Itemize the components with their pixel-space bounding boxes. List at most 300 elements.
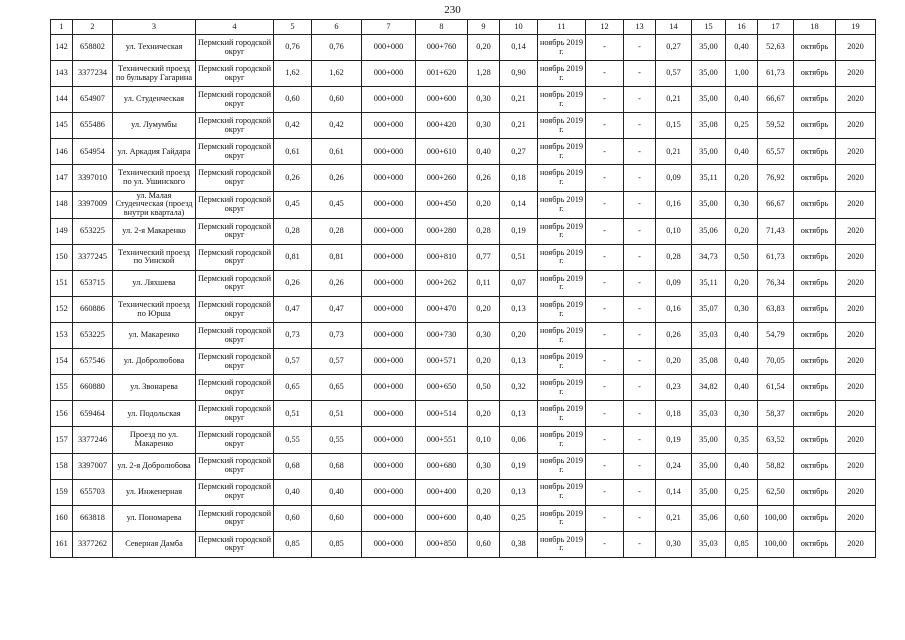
table-cell: 0,14	[656, 479, 692, 505]
table-cell: 35,11	[692, 270, 726, 296]
table-cell: 0,61	[274, 139, 312, 165]
table-cell: Северная Дамба	[113, 531, 196, 557]
table-cell: 0,26	[274, 165, 312, 191]
table-cell: ноябрь 2019 г.	[538, 427, 586, 453]
table-cell: октябрь	[794, 479, 836, 505]
table-cell: 35,00	[692, 427, 726, 453]
table-cell: 0,09	[656, 270, 692, 296]
table-cell: 0,11	[468, 270, 500, 296]
table-cell: 000+000	[362, 87, 416, 113]
table-cell: 0,60	[312, 87, 362, 113]
table-cell: 000+810	[416, 244, 468, 270]
table-cell: 0,57	[312, 349, 362, 375]
table-cell: -	[624, 349, 656, 375]
table-cell: 61,54	[758, 375, 794, 401]
table-cell: 0,07	[500, 270, 538, 296]
column-header: 15	[692, 20, 726, 35]
table-cell: 0,47	[274, 296, 312, 322]
table-cell: ноябрь 2019 г.	[538, 531, 586, 557]
table-cell: 0,40	[726, 375, 758, 401]
table-cell: 0,21	[656, 139, 692, 165]
table-cell: 35,03	[692, 323, 726, 349]
table-cell: 0,45	[312, 191, 362, 218]
table-cell: ноябрь 2019 г.	[538, 61, 586, 87]
table-cell: 0,26	[468, 165, 500, 191]
column-header: 16	[726, 20, 758, 35]
table-cell: 0,42	[274, 113, 312, 139]
table-cell: -	[586, 296, 624, 322]
table-cell: 0,28	[468, 218, 500, 244]
column-header: 8	[416, 20, 468, 35]
table-cell: 158	[51, 453, 73, 479]
table-cell: 0,60	[726, 505, 758, 531]
table-cell: -	[624, 375, 656, 401]
table-cell: 0,20	[468, 296, 500, 322]
table-cell: 0,57	[656, 61, 692, 87]
table-cell: Пермский городской округ	[196, 87, 274, 113]
table-cell: 35,07	[692, 296, 726, 322]
table-cell: 2020	[836, 349, 876, 375]
table-cell: Технический проезд по Юрша	[113, 296, 196, 322]
table-cell: 000+571	[416, 349, 468, 375]
table-cell: 0,25	[726, 479, 758, 505]
table-cell: 155	[51, 375, 73, 401]
table-cell: октябрь	[794, 349, 836, 375]
table-cell: 0,60	[468, 531, 500, 557]
table-cell: 000+000	[362, 505, 416, 531]
data-table	[50, 19, 876, 558]
table-cell: 0,51	[274, 401, 312, 427]
table-cell: ноябрь 2019 г.	[538, 165, 586, 191]
table-cell: -	[586, 531, 624, 557]
table-cell: -	[586, 453, 624, 479]
table-cell: 0,30	[726, 401, 758, 427]
table-cell: 000+850	[416, 531, 468, 557]
table-cell: 159	[51, 479, 73, 505]
table-cell: 0,30	[468, 113, 500, 139]
table-cell: 000+551	[416, 427, 468, 453]
table-cell: ул. Подольская	[113, 401, 196, 427]
table-cell: Пермский городской округ	[196, 191, 274, 218]
table-cell: 000+600	[416, 87, 468, 113]
table-cell: ноябрь 2019 г.	[538, 87, 586, 113]
table-cell: 000+514	[416, 401, 468, 427]
table-cell: 000+600	[416, 505, 468, 531]
table-cell: -	[624, 505, 656, 531]
table-cell: 0,14	[500, 191, 538, 218]
table-cell: -	[624, 323, 656, 349]
table-cell: 653715	[73, 270, 113, 296]
table-cell: 000+262	[416, 270, 468, 296]
table-cell: 0,40	[726, 139, 758, 165]
table-cell: Пермский городской округ	[196, 453, 274, 479]
column-header: 19	[836, 20, 876, 35]
table-cell: 2020	[836, 87, 876, 113]
table-cell: 0,40	[274, 479, 312, 505]
table-cell: 0,18	[500, 165, 538, 191]
table-cell: ноябрь 2019 г.	[538, 218, 586, 244]
table-cell: октябрь	[794, 218, 836, 244]
table-cell: 0,19	[500, 218, 538, 244]
table-cell: 151	[51, 270, 73, 296]
table-cell: Пермский городской округ	[196, 375, 274, 401]
column-header: 3	[113, 20, 196, 35]
table-cell: Пермский городской округ	[196, 479, 274, 505]
table-row	[51, 323, 876, 349]
table-cell: -	[624, 401, 656, 427]
table-cell: 58,82	[758, 453, 794, 479]
table-cell: 100,00	[758, 505, 794, 531]
table-cell: 663818	[73, 505, 113, 531]
table-cell: ул. Студенческая	[113, 87, 196, 113]
table-cell: 0,47	[312, 296, 362, 322]
table-cell: 0,60	[274, 505, 312, 531]
table-cell: 145	[51, 113, 73, 139]
table-cell: Пермский городской округ	[196, 35, 274, 61]
table-cell: Пермский городской округ	[196, 61, 274, 87]
table-cell: ул. Пономарева	[113, 505, 196, 531]
table-cell: 61,73	[758, 244, 794, 270]
table-row	[51, 244, 876, 270]
table-cell: 0,85	[312, 531, 362, 557]
table-cell: 0,38	[500, 531, 538, 557]
table-cell: 0,10	[468, 427, 500, 453]
table-cell: 655486	[73, 113, 113, 139]
table-cell: ул. Макаренко	[113, 323, 196, 349]
table-cell: 000+000	[362, 139, 416, 165]
table-cell: -	[624, 427, 656, 453]
table-cell: 76,34	[758, 270, 794, 296]
table-cell: -	[624, 139, 656, 165]
table-cell: -	[624, 453, 656, 479]
table-cell: 0,13	[500, 296, 538, 322]
table-cell: ул. Аркадия Гайдара	[113, 139, 196, 165]
table-cell: -	[624, 191, 656, 218]
table-cell: октябрь	[794, 244, 836, 270]
table-cell: 0,76	[274, 35, 312, 61]
table-cell: 0,09	[656, 165, 692, 191]
table-cell: Технический проезд по Уинской	[113, 244, 196, 270]
column-header: 17	[758, 20, 794, 35]
table-cell: 0,27	[656, 35, 692, 61]
table-cell: 0,14	[500, 35, 538, 61]
table-cell: 161	[51, 531, 73, 557]
table-cell: 3397010	[73, 165, 113, 191]
table-cell: 144	[51, 87, 73, 113]
table-cell: 0,40	[468, 505, 500, 531]
table-cell: ноябрь 2019 г.	[538, 505, 586, 531]
table-cell: 660880	[73, 375, 113, 401]
table-cell: 000+000	[362, 113, 416, 139]
table-row	[51, 139, 876, 165]
table-cell: 35,00	[692, 35, 726, 61]
table-cell: ул. Инженерная	[113, 479, 196, 505]
table-cell: 62,50	[758, 479, 794, 505]
table-cell: 3377234	[73, 61, 113, 87]
table-cell: 653225	[73, 218, 113, 244]
table-cell: 654907	[73, 87, 113, 113]
table-row	[51, 113, 876, 139]
table-cell: октябрь	[794, 61, 836, 87]
table-cell: октябрь	[794, 113, 836, 139]
table-cell: 0,81	[312, 244, 362, 270]
table-cell: октябрь	[794, 87, 836, 113]
table-cell: 000+000	[362, 349, 416, 375]
table-cell: 0,30	[468, 453, 500, 479]
table-cell: 2020	[836, 191, 876, 218]
header-row	[51, 20, 876, 35]
table-cell: Технический проезд по ул. Ушинского	[113, 165, 196, 191]
table-cell: ул. Ляхшева	[113, 270, 196, 296]
table-row	[51, 349, 876, 375]
table-cell: Пермский городской округ	[196, 270, 274, 296]
table-cell: 35,06	[692, 505, 726, 531]
table-cell: 2020	[836, 401, 876, 427]
table-row	[51, 296, 876, 322]
table-cell: 71,43	[758, 218, 794, 244]
page-number: 230	[444, 4, 461, 16]
table-cell: 000+000	[362, 375, 416, 401]
table-cell: -	[624, 296, 656, 322]
table-cell: -	[586, 323, 624, 349]
table-cell: 0,90	[500, 61, 538, 87]
table-cell: 0,50	[726, 244, 758, 270]
table-cell: ноябрь 2019 г.	[538, 113, 586, 139]
table-cell: 100,00	[758, 531, 794, 557]
table-cell: 1,62	[312, 61, 362, 87]
table-cell: октябрь	[794, 165, 836, 191]
table-cell: 70,05	[758, 349, 794, 375]
table-cell: октябрь	[794, 531, 836, 557]
table-cell: 2020	[836, 35, 876, 61]
table-cell: Проезд по ул. Макаренко	[113, 427, 196, 453]
table-cell: 65,57	[758, 139, 794, 165]
table-cell: ноябрь 2019 г.	[538, 323, 586, 349]
table-cell: ноябрь 2019 г.	[538, 375, 586, 401]
table-cell: 3377246	[73, 427, 113, 453]
table-cell: Технический проезд по бульвару Гагарина	[113, 61, 196, 87]
table-cell: 149	[51, 218, 73, 244]
table-cell: 0,24	[656, 453, 692, 479]
table-cell: 0,42	[312, 113, 362, 139]
table-cell: Пермский городской округ	[196, 244, 274, 270]
table-row	[51, 375, 876, 401]
table-cell: -	[586, 401, 624, 427]
table-cell: 0,32	[500, 375, 538, 401]
table-cell: 000+760	[416, 35, 468, 61]
table-cell: 2020	[836, 113, 876, 139]
table-cell: 35,03	[692, 531, 726, 557]
table-cell: 1,62	[274, 61, 312, 87]
table-cell: 0,21	[656, 87, 692, 113]
table-row	[51, 531, 876, 557]
table-cell: 0,26	[312, 165, 362, 191]
table-cell: 0,81	[274, 244, 312, 270]
table-cell: Пермский городской округ	[196, 349, 274, 375]
table-cell: 0,10	[656, 218, 692, 244]
table-cell: 000+000	[362, 35, 416, 61]
table-cell: 0,13	[500, 401, 538, 427]
table-cell: 58,37	[758, 401, 794, 427]
table-cell: 34,73	[692, 244, 726, 270]
table-cell: 76,92	[758, 165, 794, 191]
table-cell: 0,40	[468, 139, 500, 165]
table-cell: 000+260	[416, 165, 468, 191]
table-cell: 35,00	[692, 453, 726, 479]
table-cell: октябрь	[794, 296, 836, 322]
table-cell: 0,73	[274, 323, 312, 349]
table-row	[51, 61, 876, 87]
table-cell: -	[624, 35, 656, 61]
table-cell: 653225	[73, 323, 113, 349]
table-cell: ноябрь 2019 г.	[538, 479, 586, 505]
table-cell: октябрь	[794, 401, 836, 427]
table-row	[51, 218, 876, 244]
table-cell: 1,28	[468, 61, 500, 87]
table-cell: Пермский городской округ	[196, 139, 274, 165]
table-cell: 0,21	[500, 87, 538, 113]
table-body	[51, 35, 876, 558]
table-cell: 0,20	[468, 35, 500, 61]
table-cell: 146	[51, 139, 73, 165]
table-cell: 0,55	[274, 427, 312, 453]
table-cell: ноябрь 2019 г.	[538, 35, 586, 61]
table-cell: 000+730	[416, 323, 468, 349]
table-cell: октябрь	[794, 191, 836, 218]
table-cell: 000+280	[416, 218, 468, 244]
column-header: 14	[656, 20, 692, 35]
table-cell: 2020	[836, 244, 876, 270]
table-row	[51, 87, 876, 113]
table-row	[51, 479, 876, 505]
table-cell: 000+400	[416, 479, 468, 505]
table-cell: 0,19	[656, 427, 692, 453]
column-header: 5	[274, 20, 312, 35]
table-cell: 0,51	[500, 244, 538, 270]
table-cell: 000+000	[362, 191, 416, 218]
table-cell: -	[586, 505, 624, 531]
table-cell: 156	[51, 401, 73, 427]
column-header: 10	[500, 20, 538, 35]
table-cell: ноябрь 2019 г.	[538, 349, 586, 375]
table-cell: 2020	[836, 427, 876, 453]
table-cell: 0,18	[656, 401, 692, 427]
table-cell: 000+650	[416, 375, 468, 401]
table-row	[51, 270, 876, 296]
table-cell: Пермский городской округ	[196, 323, 274, 349]
table-row	[51, 427, 876, 453]
table-cell: 0,85	[274, 531, 312, 557]
table-cell: -	[624, 270, 656, 296]
table-cell: -	[586, 244, 624, 270]
table-cell: 2020	[836, 505, 876, 531]
table-cell: 0,25	[726, 113, 758, 139]
table-cell: 0,21	[500, 113, 538, 139]
table-cell: 0,50	[468, 375, 500, 401]
table-cell: ул. 2-я Добролюбова	[113, 453, 196, 479]
table-cell: 0,57	[274, 349, 312, 375]
table-cell: 1,00	[726, 61, 758, 87]
table-cell: 35,00	[692, 191, 726, 218]
table-cell: 0,65	[312, 375, 362, 401]
table-cell: 000+610	[416, 139, 468, 165]
table-cell: 0,65	[274, 375, 312, 401]
table-cell: 2020	[836, 270, 876, 296]
table-cell: 66,67	[758, 87, 794, 113]
table-cell: 000+000	[362, 401, 416, 427]
table-cell: -	[586, 427, 624, 453]
table-cell: 0,35	[726, 427, 758, 453]
column-header: 2	[73, 20, 113, 35]
table-cell: 0,30	[726, 296, 758, 322]
table-cell: 34,82	[692, 375, 726, 401]
table-cell: октябрь	[794, 323, 836, 349]
table-cell: 0,60	[274, 87, 312, 113]
table-cell: октябрь	[794, 427, 836, 453]
table-cell: 2020	[836, 296, 876, 322]
table-cell: 35,00	[692, 139, 726, 165]
table-cell: ул. Малая Студенческая (проезд внутри квартала)	[113, 191, 196, 218]
table-cell: 000+420	[416, 113, 468, 139]
table-cell: 0,76	[312, 35, 362, 61]
table-cell: 0,20	[726, 165, 758, 191]
table-cell: 000+680	[416, 453, 468, 479]
table-cell: 0,40	[726, 87, 758, 113]
table-cell: 0,23	[656, 375, 692, 401]
table-cell: 3397009	[73, 191, 113, 218]
table-cell: -	[624, 87, 656, 113]
table-cell: 2020	[836, 479, 876, 505]
table-cell: 61,73	[758, 61, 794, 87]
column-header: 12	[586, 20, 624, 35]
table-cell: 152	[51, 296, 73, 322]
table-cell: -	[586, 479, 624, 505]
table-cell: 0,51	[312, 401, 362, 427]
table-cell: 147	[51, 165, 73, 191]
table-cell: 0,40	[312, 479, 362, 505]
table-cell: 150	[51, 244, 73, 270]
table-cell: 0,15	[656, 113, 692, 139]
table-cell: октябрь	[794, 270, 836, 296]
table-cell: -	[586, 165, 624, 191]
table-cell: 000+000	[362, 427, 416, 453]
table-cell: 000+000	[362, 165, 416, 191]
table-cell: 000+000	[362, 479, 416, 505]
table-cell: 35,11	[692, 165, 726, 191]
table-cell: -	[624, 244, 656, 270]
table-cell: -	[586, 113, 624, 139]
table-cell: -	[586, 375, 624, 401]
table-cell: 0,40	[726, 349, 758, 375]
table-cell: 54,79	[758, 323, 794, 349]
table-cell: 000+470	[416, 296, 468, 322]
table-cell: октябрь	[794, 453, 836, 479]
table-cell: 000+000	[362, 61, 416, 87]
table-cell: 0,16	[656, 296, 692, 322]
table-cell: 0,20	[468, 479, 500, 505]
table-cell: -	[624, 531, 656, 557]
table-cell: ноябрь 2019 г.	[538, 244, 586, 270]
table-row	[51, 401, 876, 427]
table-cell: 0,26	[312, 270, 362, 296]
table-row	[51, 453, 876, 479]
table-cell: 0,20	[726, 218, 758, 244]
table-cell: Пермский городской округ	[196, 218, 274, 244]
table-cell: 000+000	[362, 270, 416, 296]
table-cell: 0,40	[726, 453, 758, 479]
table-cell: 0,20	[468, 191, 500, 218]
table-cell: октябрь	[794, 375, 836, 401]
